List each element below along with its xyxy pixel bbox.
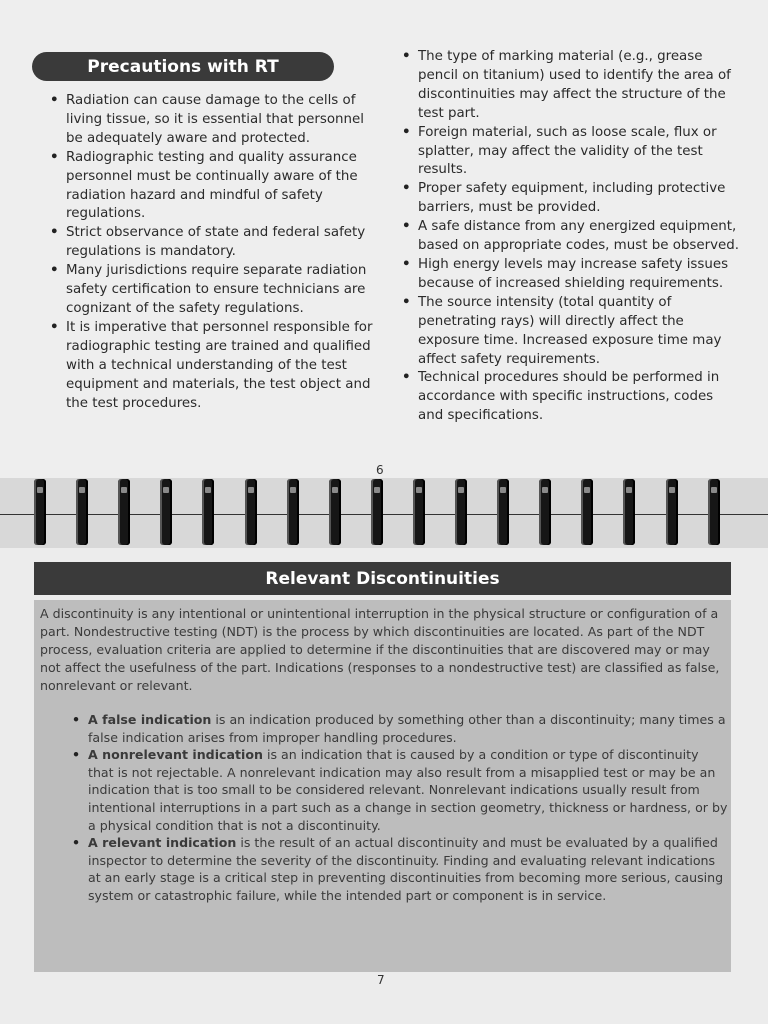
- page-fold-line: [0, 514, 768, 515]
- binding-coil: [34, 479, 46, 545]
- binding-coil: [666, 479, 678, 545]
- binding-coil: [623, 479, 635, 545]
- spiral-binding: [0, 478, 768, 548]
- list-item: • Proper safety equipment, including protective barriers, must be provided.: [402, 180, 742, 218]
- list-item: • It is imperative that personnel responsible for radiographic testing are trained and qualified with a technical understanding of the test equipment and materials, the test object and the test procedures.: [50, 319, 376, 414]
- relevant-indication-text: is the result of an actual discontinuity and must be evaluated by a qualified inspector to determine the severity of the discontinuity. Finding and evaluating relevant indications at an early stage is a critical step in preventing discontinuities from becoming more serious, causing system or catastrophic failure, while the intended part or component is in service.: [88, 835, 724, 903]
- indication-list-container: [72, 711, 728, 905]
- relevant-discontinuities-heading: Relevant Discontinuities: [34, 562, 731, 595]
- list-item: • Foreign material, such as loose scale, flux or splatter, may affect the validity of the test results.: [402, 124, 742, 181]
- nonrelevant-indication-text: is an indication that is caused by a condition or type of discontinuity that is not rejectable. A nonrelevant indication may also result from a misapplied test or may be an indication that is too small to be considered relevant. Nonrelevant indications usually result from intentional interruptions in a part such as a change in section geometry, thickness or hardness, or by a physical condition that is not a discontinuity.: [88, 747, 728, 833]
- list-item: • Radiation can cause damage to the cells of living tissue, so it is essential that personnel be adequately aware and protected.: [50, 92, 376, 149]
- false-indication-term: A false indication: [88, 712, 212, 727]
- left-bullet-list: [50, 92, 376, 413]
- indication-list: [72, 711, 728, 905]
- list-item: • The source intensity (total quantity of penetrating rays) will directly affect the exposure time. Increased exposure time may affect safety requirements.: [402, 294, 742, 370]
- page-number-top: 6: [376, 463, 384, 477]
- left-column: [50, 92, 376, 413]
- binding-coil: [708, 479, 720, 545]
- list-item: [72, 834, 728, 904]
- binding-coil: [413, 479, 425, 545]
- list-item: • Strict observance of state and federal safety regulations is mandatory.: [50, 224, 376, 262]
- list-item: • Technical procedures should be performed in accordance with specific instructions, codes and specifications.: [402, 369, 742, 426]
- binding-coil: [287, 479, 299, 545]
- false-indication-text: is an indication produced by something other than a discontinuity; many times a false indication arises from improper handling procedures.: [88, 712, 726, 745]
- precautions-heading: Precautions with RT: [32, 52, 334, 81]
- binding-coil: [329, 479, 341, 545]
- binding-coil: [497, 479, 509, 545]
- binding-coil: [371, 479, 383, 545]
- nonrelevant-indication-term: A nonrelevant indication: [88, 747, 263, 763]
- binding-coil: [245, 479, 257, 545]
- list-item: • A safe distance from any energized equipment, based on appropriate codes, must be observed.: [402, 218, 742, 256]
- list-item: • High energy levels may increase safety issues because of increased shielding requirements.: [402, 256, 742, 294]
- list-item: [72, 711, 728, 746]
- list-item: • Radiographic testing and quality assurance personnel must be continually aware of the radiation hazard and mindful of safety regulations.: [50, 149, 376, 225]
- binding-coil: [202, 479, 214, 545]
- right-bullet-list: [402, 48, 742, 426]
- binding-coil: [160, 479, 172, 545]
- binding-coil: [539, 479, 551, 545]
- binding-coil: [455, 479, 467, 545]
- relevant-indication-term: A relevant indication: [88, 835, 237, 851]
- binding-coil: [118, 479, 130, 545]
- list-item: • Many jurisdictions require separate radiation safety certification to ensure technicians are cognizant of the safety regulations.: [50, 262, 376, 319]
- binding-coil: [581, 479, 593, 545]
- page-number-bottom: 7: [377, 973, 385, 987]
- binding-coil: [76, 479, 88, 545]
- list-item: • The type of marking material (e.g., grease pencil on titanium) used to identify the area of discontinuities may affect the structure of the test part.: [402, 48, 742, 124]
- intro-paragraph: A discontinuity is any intentional or unintentional interruption in the physical structure or configuration of a part. Nondestructive testing (NDT) is the process by which discontinuities are located. As part of the NDT process, evaluation criteria are applied to determine if the discontinuities that are discovered may or may not affect the usefulness of the part. Indications (responses to a nondestructive test) are classified as false, nonrelevant or relevant.: [40, 606, 720, 693]
- list-item: [72, 746, 728, 834]
- right-column: [402, 48, 742, 426]
